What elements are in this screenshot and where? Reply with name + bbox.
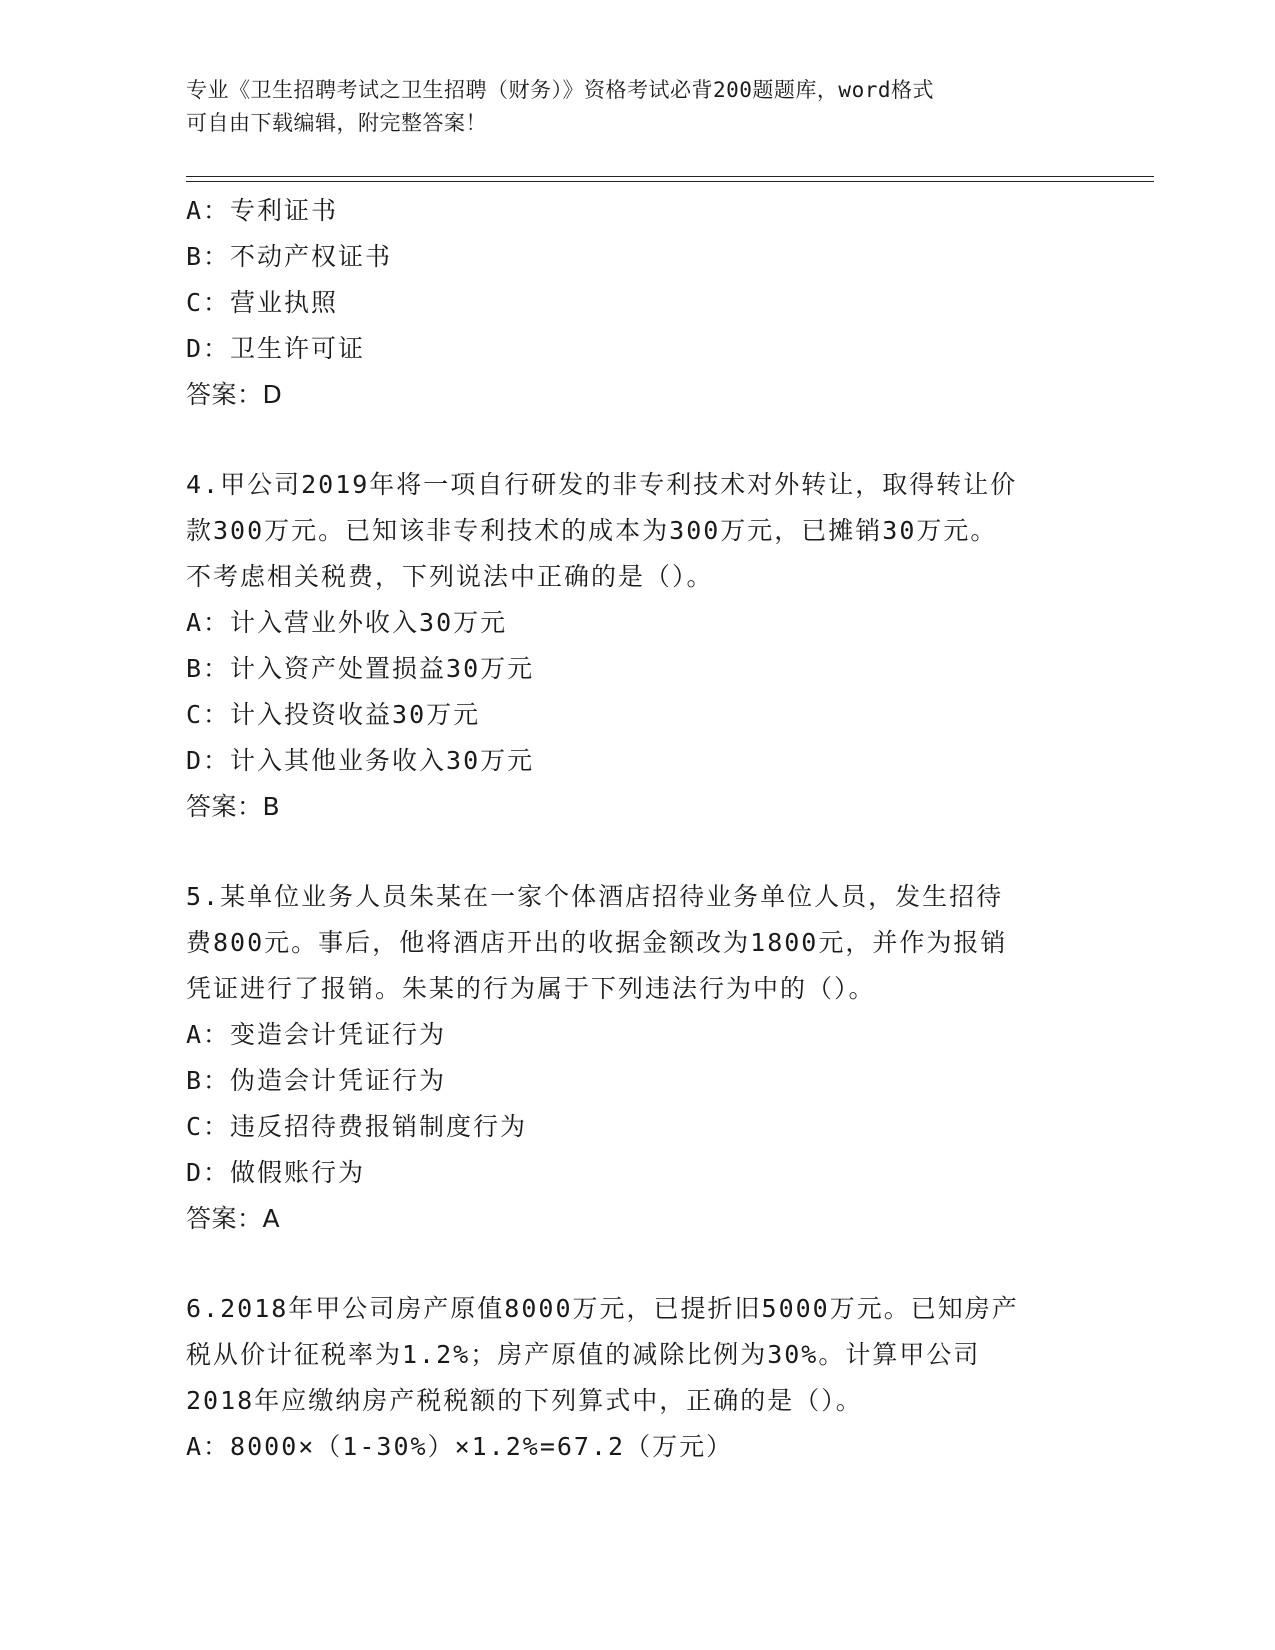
header-divider-bottom [186, 181, 1154, 182]
question-4-option-b: B：计入资产处置损益30万元 [186, 654, 535, 683]
question-4-text-line-3: 不考虑相关税费，下列说法中正确的是（）。 [186, 562, 714, 591]
question-6-option-a: A：8000×（1-30%）×1.2%=67.2（万元） [186, 1432, 734, 1461]
question-spacer [186, 418, 1086, 462]
question-5 [186, 874, 1086, 1242]
question-4-answer: 答案：B [186, 792, 281, 821]
question-5-text-line-3: 凭证进行了报销。朱某的行为属于下列违法行为中的（）。 [186, 974, 876, 1003]
question-spacer [186, 830, 1086, 874]
question-3-option-b: B：不动产权证书 [186, 242, 393, 271]
question-6-text-line-1: 6.2018年甲公司房产原值8000万元，已提折旧5000万元。已知房产 [186, 1294, 1019, 1323]
question-5-option-a: A：变造会计凭证行为 [186, 1020, 447, 1049]
question-3-options [186, 188, 1086, 418]
question-3-option-d: D：卫生许可证 [186, 334, 366, 363]
question-list [186, 188, 1086, 1470]
question-4-text-line-2: 款300万元。已知该非专利技术的成本为300万元，已摊销30万元。 [186, 516, 998, 545]
question-5-text-line-1: 5.某单位业务人员朱某在一家个体酒店招待业务单位人员，发生招待 [186, 882, 1004, 911]
question-6-text-line-3: 2018年应缴纳房产税税额的下列算式中，正确的是（）。 [186, 1386, 863, 1415]
header-title-line-1: 专业《卫生招聘考试之卫生招聘（财务）》资格考试必背200题题库，word格式 [186, 78, 934, 102]
question-4-option-d: D：计入其他业务收入30万元 [186, 746, 535, 775]
question-5-option-d: D：做假账行为 [186, 1158, 366, 1187]
question-5-option-c: C：违反招待费报销制度行为 [186, 1112, 528, 1141]
question-3-answer: 答案：D [186, 380, 283, 409]
question-4 [186, 462, 1086, 830]
question-4-text-line-1: 4.甲公司2019年将一项自行研发的非专利技术对外转让，取得转让价 [186, 470, 1018, 499]
question-5-option-b: B：伪造会计凭证行为 [186, 1066, 447, 1095]
question-3-option-a: A：专利证书 [186, 196, 339, 225]
document-header [186, 74, 1066, 140]
question-spacer [186, 1242, 1086, 1286]
question-4-option-c: C：计入投资收益30万元 [186, 700, 481, 729]
question-4-option-a: A：计入营业外收入30万元 [186, 608, 508, 637]
question-5-answer: 答案：A [186, 1204, 281, 1233]
question-5-text-line-2: 费800元。事后，他将酒店开出的收据金额改为1800元，并作为报销 [186, 928, 1008, 957]
question-3-option-c: C：营业执照 [186, 288, 339, 317]
header-title-line-2: 可自由下载编辑，附完整答案！ [186, 111, 487, 135]
question-6 [186, 1286, 1086, 1470]
question-6-text-line-2: 税从价计征税率为1.2%；房产原值的减除比例为30%。计算甲公司 [186, 1340, 981, 1369]
header-divider-top [186, 176, 1154, 177]
